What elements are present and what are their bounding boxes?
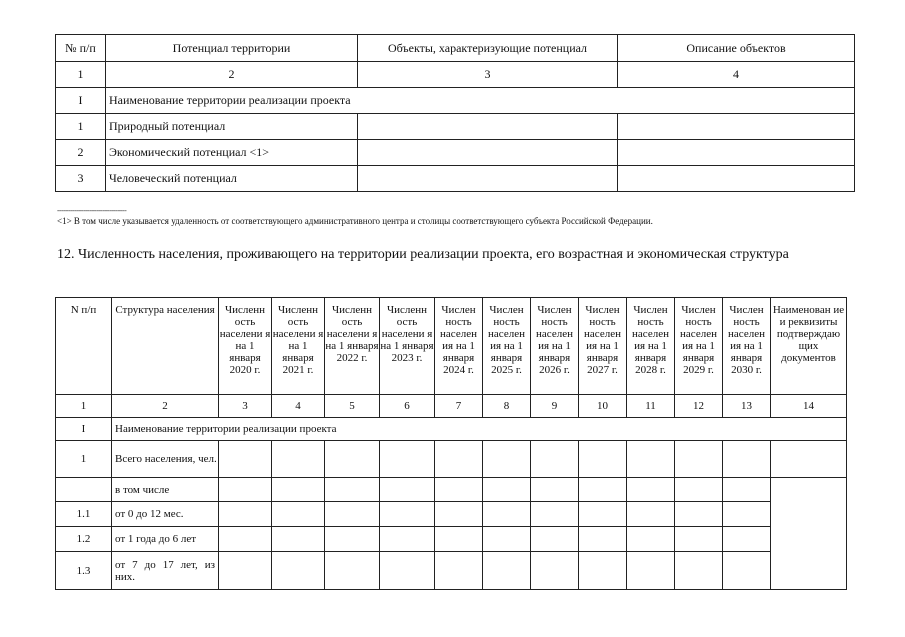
footnote-separator: -------------------------------- [57,206,127,215]
column-number: 4 [272,395,325,418]
potential-table [55,34,855,192]
section-row [56,418,847,441]
empty-cell [435,502,483,527]
row-number: 3 [56,166,106,192]
empty-cell [358,166,618,192]
header-cell: Числен ность населен ия на 1 января 2024 г. [435,298,483,395]
section-row [56,88,855,114]
header-cell: Числен ность населен ия на 1 января 2026 г. [531,298,579,395]
empty-cell [435,478,483,502]
empty-cell [219,478,272,502]
header-cell: Числен ность населен ия на 1 января 2025 г. [483,298,531,395]
empty-cell [675,527,723,552]
empty-cell [579,478,627,502]
empty-cell [627,441,675,478]
empty-cell [325,502,380,527]
empty-cell [579,552,627,590]
table-row [56,478,847,502]
column-number: 10 [579,395,627,418]
empty-cell [531,527,579,552]
row-number [56,478,112,502]
column-number: 9 [531,395,579,418]
column-number: 6 [380,395,435,418]
empty-cell [272,441,325,478]
empty-cell [723,527,771,552]
column-number: 2 [112,395,219,418]
column-number: 12 [675,395,723,418]
table-header-row [56,35,855,62]
column-number: 2 [106,62,358,88]
column-number: 3 [358,62,618,88]
empty-cell [380,441,435,478]
empty-cell [325,552,380,590]
empty-cell [380,527,435,552]
row-label: в том числе [112,478,219,502]
column-number: 5 [325,395,380,418]
column-number: 14 [771,395,847,418]
row-label: от 0 до 12 мес. [112,502,219,527]
column-number-row [56,395,847,418]
empty-cell [618,166,855,192]
empty-cell [435,527,483,552]
row-number: 1.3 [56,552,112,590]
table-row [56,552,847,590]
empty-cell [531,502,579,527]
empty-cell [272,478,325,502]
empty-cell [723,478,771,502]
empty-cell [579,502,627,527]
empty-cell [219,527,272,552]
empty-cell [483,552,531,590]
row-number: 2 [56,140,106,166]
empty-cell [627,527,675,552]
header-cell: Числен ность населен ия на 1 января 2027 г. [579,298,627,395]
header-cell: № п/п [56,35,106,62]
column-number: 13 [723,395,771,418]
section-heading: 12. Численность населения, проживающего на территории реализации проекта, его возрастная и экономическая структура [57,247,789,262]
empty-cell [675,441,723,478]
empty-cell [618,140,855,166]
empty-cell [325,527,380,552]
header-cell: Потенциал территории [106,35,358,62]
header-cell: Числен ность населен ия на 1 января 2030 г. [723,298,771,395]
empty-cell [219,441,272,478]
documents-merged-cell [771,478,847,590]
empty-cell [618,114,855,140]
empty-cell [531,478,579,502]
table-row [56,166,855,192]
column-number: 1 [56,62,106,88]
header-cell: Объекты, характеризующие потенциал [358,35,618,62]
column-number: 4 [618,62,855,88]
header-cell: Численн ость населени я на 1 января 2023 г. [380,298,435,395]
empty-cell [627,502,675,527]
section-label: Наименование территории реализации проекта [112,418,847,441]
row-number: I [56,418,112,441]
header-cell: Наименован ие и реквизиты подтверждаю щих документов [771,298,847,395]
header-cell: Описание объектов [618,35,855,62]
empty-cell [483,441,531,478]
row-label: Всего населения, чел. [112,441,219,478]
empty-cell [219,502,272,527]
header-cell: Числен ность населен ия на 1 января 2028 г. [627,298,675,395]
empty-cell [579,441,627,478]
empty-cell [483,527,531,552]
empty-cell [219,552,272,590]
empty-cell [435,441,483,478]
empty-cell [531,441,579,478]
section-label: Наименование территории реализации проекта [106,88,855,114]
empty-cell [579,527,627,552]
row-label: Человеческий потенциал [106,166,358,192]
empty-cell [483,478,531,502]
row-label: от 7 до 17 лет, из них. [112,552,219,590]
column-number: 8 [483,395,531,418]
empty-cell [325,478,380,502]
empty-cell [723,441,771,478]
empty-cell [325,441,380,478]
column-number: 11 [627,395,675,418]
row-number: 1.2 [56,527,112,552]
empty-cell [723,502,771,527]
empty-cell [483,502,531,527]
header-cell: N п/п [56,298,112,395]
table-row [56,502,847,527]
empty-cell [531,552,579,590]
empty-cell [272,527,325,552]
column-number: 7 [435,395,483,418]
header-cell: Структура населения [112,298,219,395]
row-number: 1.1 [56,502,112,527]
row-number: I [56,88,106,114]
empty-cell [675,552,723,590]
row-label: Природный потенциал [106,114,358,140]
empty-cell [627,552,675,590]
empty-cell [771,441,847,478]
table-row [56,441,847,478]
empty-cell [723,552,771,590]
footnote-text: <1> В том числе указывается удаленность от соответствующего административного центра и столицы соответствующего субъекта Российской Федерации. [57,216,653,226]
empty-cell [675,502,723,527]
empty-cell [272,502,325,527]
table-row [56,527,847,552]
column-number: 3 [219,395,272,418]
header-cell: Численн ость населени я на 1 января 2020 г. [219,298,272,395]
row-label: от 1 года до 6 лет [112,527,219,552]
row-number: 1 [56,441,112,478]
header-cell: Численн ость населени я на 1 января 2022 г. [325,298,380,395]
column-number: 1 [56,395,112,418]
row-number: 1 [56,114,106,140]
column-number-row [56,62,855,88]
empty-cell [380,502,435,527]
empty-cell [675,478,723,502]
table-header-row [56,298,847,395]
empty-cell [358,140,618,166]
empty-cell [435,552,483,590]
population-table [55,297,847,590]
empty-cell [627,478,675,502]
empty-cell [380,478,435,502]
row-label: Экономический потенциал <1> [106,140,358,166]
empty-cell [358,114,618,140]
header-cell: Числен ность населен ия на 1 января 2029 г. [675,298,723,395]
header-cell: Численн ость населени я на 1 января 2021 г. [272,298,325,395]
empty-cell [272,552,325,590]
table-row [56,140,855,166]
empty-cell [380,552,435,590]
table-row [56,114,855,140]
